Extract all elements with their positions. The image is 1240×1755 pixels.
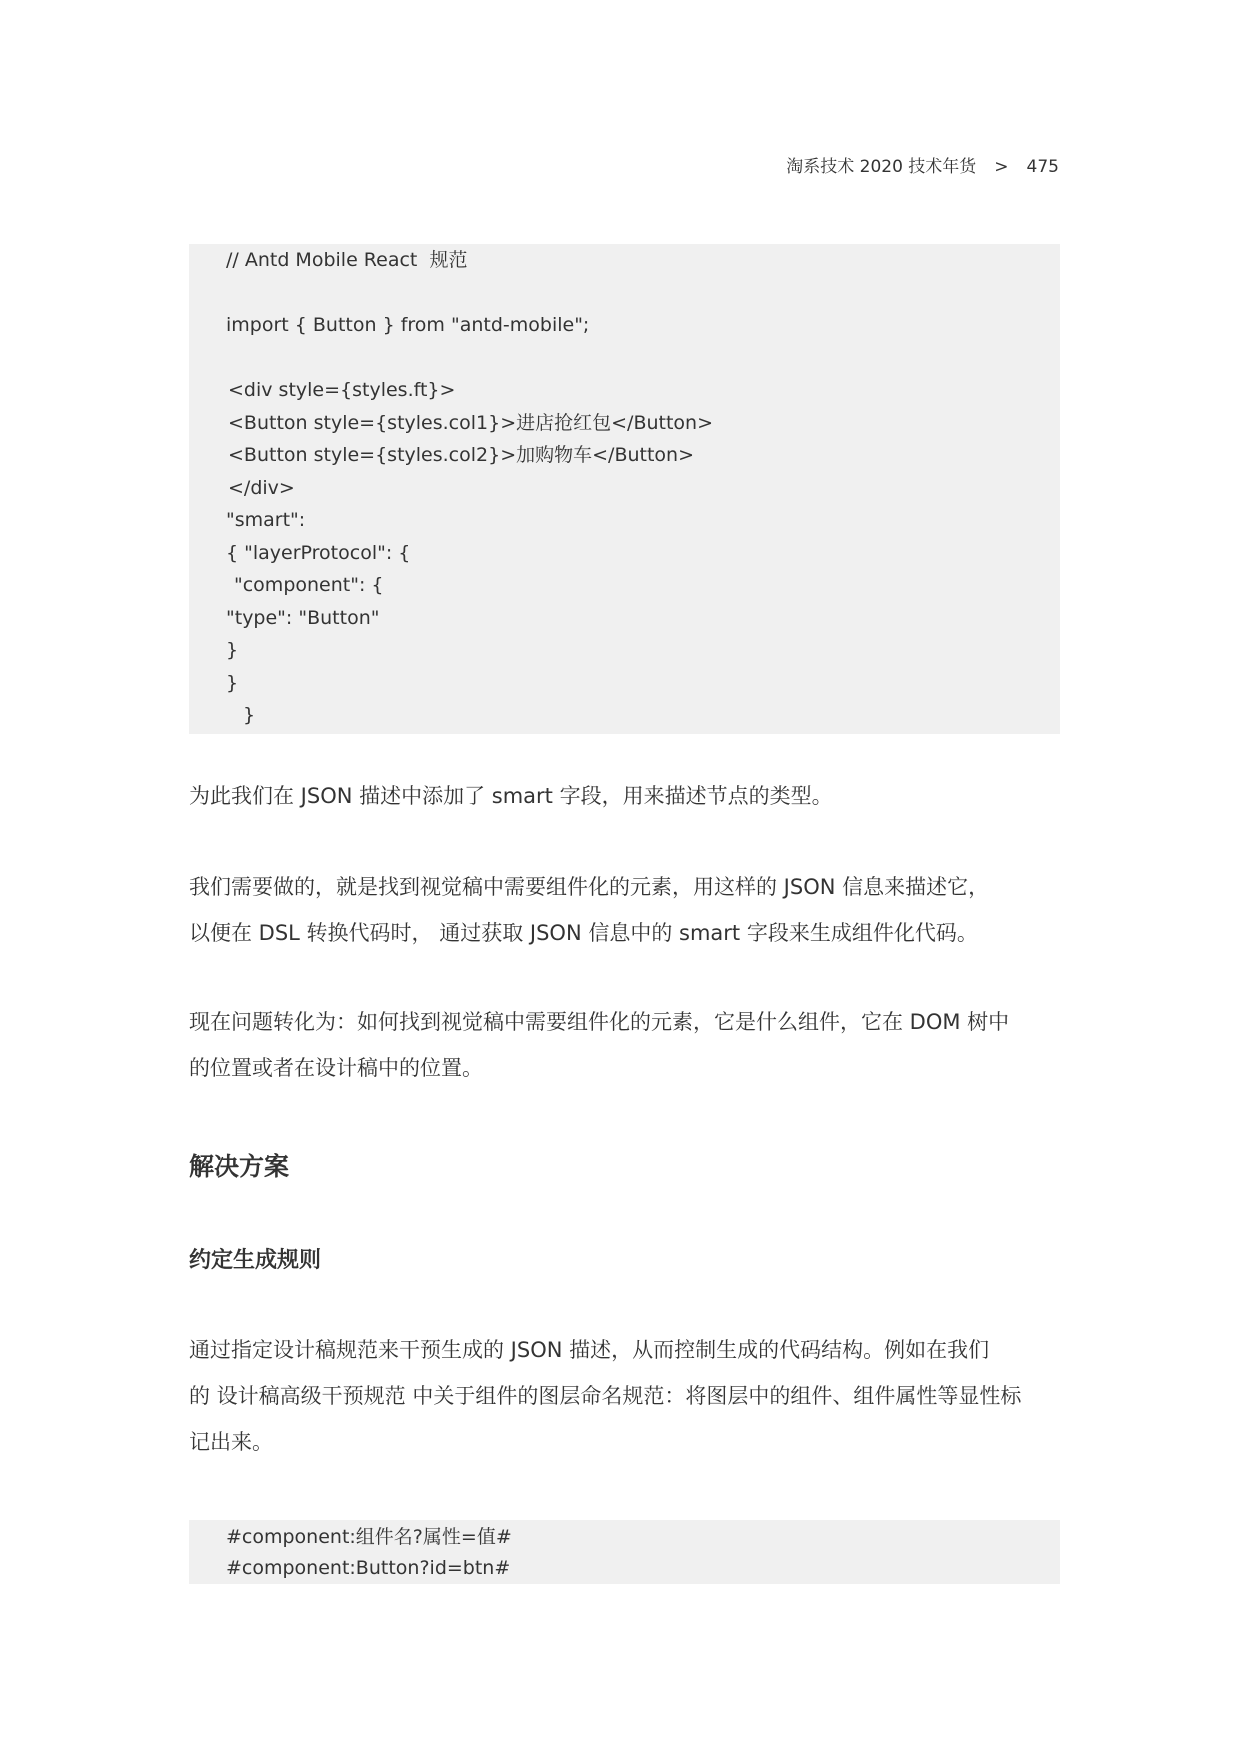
paragraph-line: 的 设计稿高级干预规范 中关于组件的图层命名规范：将图层中的组件、组件属性等显性标: [189, 1384, 1022, 1408]
page-number: 475: [1026, 157, 1059, 177]
code-line: <Button style={styles.col1}>进店抢红包</Button>: [228, 412, 714, 434]
paragraph-line: 以便在 DSL 转换代码时， 通过获取 JSON 信息中的 smart 字段来生成组件化代码。: [189, 921, 978, 945]
paragraph-line: 记出来。: [189, 1430, 273, 1454]
paragraph-line: 我们需要做的，就是找到视觉稿中需要组件化的元素，用这样的 JSON 信息来描述它，: [189, 875, 990, 899]
code-line: }: [226, 672, 239, 694]
paragraph-line: 现在问题转化为：如何找到视觉稿中需要组件化的元素，它是什么组件，它在 DOM 树中: [189, 1010, 1010, 1034]
paragraph-line: 通过指定设计稿规范来干预生成的 JSON 描述，从而控制生成的代码结构。例如在我们: [189, 1338, 990, 1362]
header-separator: >: [994, 157, 1009, 177]
code-line: </div>: [228, 477, 295, 499]
paragraph-smart-field: [189, 773, 1060, 819]
code-line: #component:组件名?属性=值#: [226, 1526, 512, 1548]
paragraph-design-spec: [189, 1327, 1060, 1465]
paragraph-componentize: [189, 864, 1060, 956]
paragraph-line: 的位置或者在设计稿中的位置。: [189, 1056, 483, 1080]
code-block-antd: [189, 244, 1060, 734]
code-line: <div style={styles.ft}>: [228, 379, 456, 401]
paragraph-line: 为此我们在 JSON 描述中添加了 smart 字段，用来描述节点的类型。: [189, 784, 833, 808]
code-line: "type": "Button": [226, 607, 380, 629]
code-line: // Antd Mobile React 规范: [226, 249, 468, 271]
code-line: "component": {: [234, 574, 384, 596]
page-header: [786, 152, 1059, 177]
code-line: }: [226, 639, 239, 661]
heading-solution: 解决方案: [189, 1152, 290, 1181]
code-line: #component:Button?id=btn#: [226, 1557, 511, 1579]
heading-generation-rules: 约定生成规则: [189, 1248, 322, 1273]
book-title: 淘系技术 2020 技术年货: [786, 157, 977, 177]
code-line: "smart":: [226, 509, 306, 531]
code-line: { "layerProtocol": {: [226, 542, 411, 564]
code-line: }: [243, 704, 256, 726]
code-line: <Button style={styles.col2}>加购物车</Button>: [228, 444, 695, 466]
code-line: import { Button } from "antd-mobile";: [226, 314, 590, 336]
code-block-naming-rule: [189, 1520, 1060, 1584]
paragraph-problem: [189, 999, 1060, 1091]
